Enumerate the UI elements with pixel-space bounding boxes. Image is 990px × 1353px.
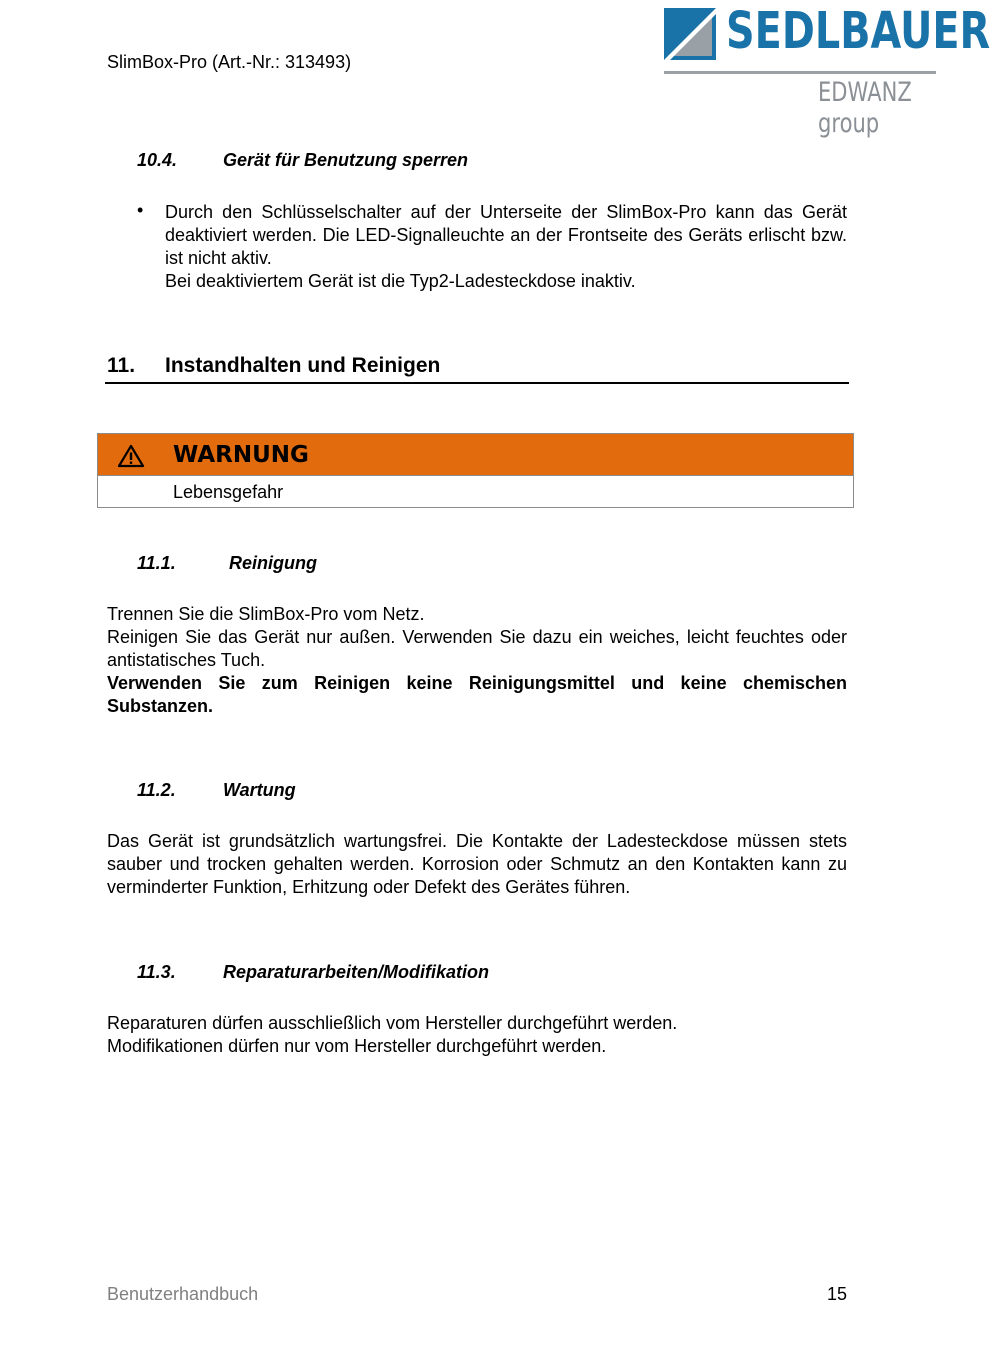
bullet-dot: • bbox=[137, 200, 144, 220]
section-11-3-body bbox=[107, 1012, 847, 1058]
paragraph: Durch den Schlüsselschalter auf der Unterseite der SlimBox-Pro kann das Gerät deaktiviert werden. Die LED-Signalleuchte an der Frontseite des Geräts erlischt bzw. ist nicht aktiv. bbox=[165, 202, 847, 268]
sedlbauer-logo bbox=[664, 2, 990, 139]
section-title: Wartung bbox=[223, 780, 296, 800]
section-title: Gerät für Benutzung sperren bbox=[223, 150, 469, 170]
paragraph: Trennen Sie die SlimBox-Pro vom Netz. bbox=[107, 604, 425, 624]
warning-triangle-icon bbox=[117, 444, 145, 468]
paragraph: Reparaturen dürfen ausschließlich vom Hersteller durchgeführt werden. bbox=[107, 1013, 678, 1033]
section-11-2-body: Das Gerät ist grundsätzlich wartungsfrei. Die Kontakte der Ladesteckdose müssen stets sauber und trocken gehalten werden. Korrosion oder Schmutz an den Kontakten kann zu verminderter Funktion, Erhitzung oder Defekt des Gerätes führen. bbox=[107, 831, 847, 897]
section-11-1-body bbox=[107, 603, 847, 718]
section-number: 10.4. bbox=[137, 150, 178, 170]
footer-document-name: Benutzerhandbuch bbox=[107, 1284, 259, 1304]
section-title: Reparaturarbeiten/Modifikation bbox=[223, 962, 490, 982]
logo-divider bbox=[664, 71, 936, 74]
warning-label: WARNUNG bbox=[173, 442, 309, 468]
page-number: 15 bbox=[826, 1284, 847, 1304]
section-number: 11.1. bbox=[137, 553, 176, 573]
section-title: Instandhalten und Reinigen bbox=[165, 354, 441, 377]
paragraph-bold-warning: Verwenden Sie zum Reinigen keine Reinigungsmittel und keine chemischen Substanzen. bbox=[107, 673, 847, 716]
warning-text: Lebensgefahr bbox=[173, 482, 284, 502]
section-10-4-bullet-text bbox=[165, 201, 847, 293]
warning-header bbox=[98, 434, 853, 476]
section-number: 11. bbox=[107, 354, 136, 377]
section-11-heading bbox=[105, 354, 849, 384]
paragraph: Modifikationen dürfen nur vom Hersteller durchgeführt werden. bbox=[107, 1036, 607, 1056]
logo-subtext: EDWANZ group bbox=[818, 77, 912, 139]
paragraph: Bei deaktiviertem Gerät ist die Typ2-Ladesteckdose inaktiv. bbox=[165, 271, 636, 291]
logo-wordmark: SEDLBAUER bbox=[726, 2, 990, 61]
section-10-4-heading bbox=[137, 150, 468, 171]
paragraph: Reinigen Sie das Gerät nur außen. Verwenden Sie dazu ein weiches, leicht feuchtes oder antistatisches Tuch. bbox=[107, 627, 847, 670]
section-11-3-heading bbox=[137, 962, 489, 983]
section-number: 11.3. bbox=[137, 962, 176, 982]
document-header-title: SlimBox-Pro (Art.-Nr.: 313493) bbox=[107, 52, 352, 72]
section-number: 11.2. bbox=[137, 780, 176, 800]
section-11-1-heading bbox=[137, 553, 317, 574]
warning-box bbox=[97, 433, 854, 508]
logo-mark-icon bbox=[664, 8, 716, 60]
section-11-2-heading bbox=[137, 780, 296, 801]
section-title: Reinigung bbox=[229, 553, 317, 573]
